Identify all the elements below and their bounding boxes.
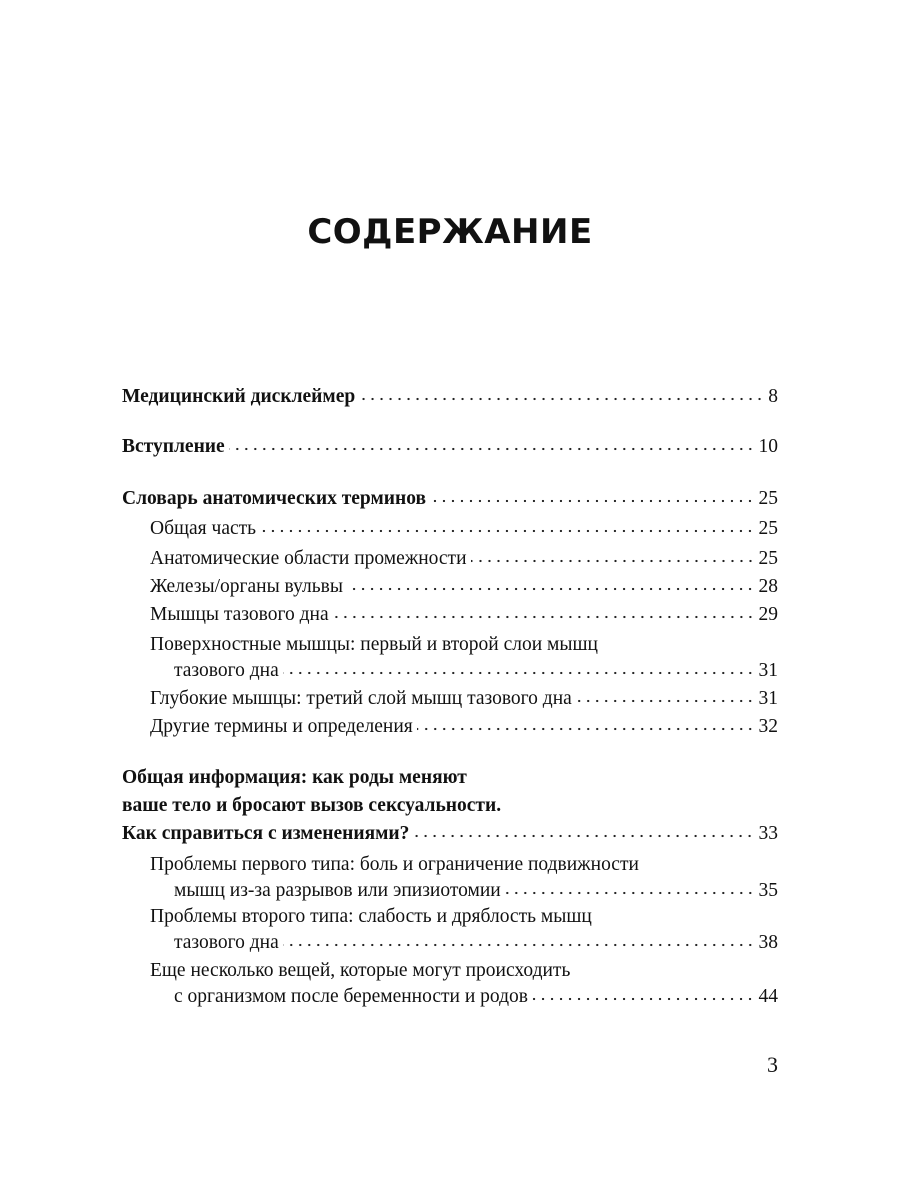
toc-entry-title: Вступление [122,436,225,457]
toc-entry-title: Поверхностные мышцы: первый и второй слои мышц [150,634,598,655]
dot-leader [333,614,755,620]
toc-subentry-superficial-muscles[interactable] [150,632,778,684]
dot-leader [283,942,755,948]
page-title: СОДЕРЖАНИЕ [307,212,593,252]
toc-subentry-first-type-problems[interactable] [150,852,778,904]
toc-entry-title-continued: ваше тело и бросают вызов сексуальности. [122,795,502,816]
dot-leader [417,726,755,732]
toc-subentry-general[interactable] [150,516,778,542]
toc-entry-title-continued: тазового дна [174,932,279,953]
toc-entry-title-continued: мышц из-за разрывов или эпизиотомии [174,880,501,901]
toc-page-number: 25 [758,548,778,569]
dot-leader [347,586,755,592]
toc-entry-title: Мышцы тазового дна [150,604,329,625]
toc-entry-title: Анатомические области промежности [150,548,467,569]
dot-leader [283,670,755,676]
page-number: 3 [767,1052,778,1077]
toc-subentry-pelvic-floor-muscles[interactable] [150,602,778,628]
dot-leader [471,558,755,564]
toc-subentry-other-changes[interactable] [150,958,778,1010]
toc-entry-general-info[interactable] [122,764,778,848]
toc-entry-title: Общая информация: как роды меняют [122,767,467,788]
toc-entry-title-continued: тазового дна [174,660,279,681]
toc-subentry-vulva-glands[interactable] [150,574,778,600]
toc-entry-title: Медицинский дисклеймер [122,386,356,407]
dot-leader [430,498,754,504]
toc-page-number: 31 [758,688,778,709]
toc-entry-title: Проблемы первого типа: боль и ограничение подвижности [150,854,639,875]
toc-entry-glossary[interactable] [122,486,778,512]
dot-leader [413,833,754,839]
dot-leader [229,446,755,452]
toc-page-number: 32 [758,716,778,737]
toc-entry-title: Словарь анатомических терминов [122,488,427,509]
toc-entry-title-continued: с организмом после беременности и родов [174,986,528,1007]
toc-page-number: 25 [758,518,778,539]
toc-entry-title: Общая часть [150,518,257,539]
toc-entry-title: Проблемы второго типа: слабость и дряблость мышц [150,906,592,927]
toc-subentry-second-type-problems[interactable] [150,904,778,956]
toc-page-number: 31 [758,660,778,681]
toc-page-number: 25 [758,488,778,509]
toc-subentry-other-terms[interactable] [150,714,778,740]
toc-subentry-deep-muscles[interactable] [150,686,778,712]
dot-leader [532,996,755,1002]
dot-leader [505,890,755,896]
dot-leader [260,528,754,534]
toc-page-number: 33 [758,823,778,844]
toc-page-number: 44 [758,986,778,1007]
toc-entry-title: Железы/органы вульвы [150,576,343,597]
toc-page-number: 8 [768,386,778,407]
toc-entry-title: Другие термины и определения [150,716,413,737]
toc-entry-medical-disclaimer[interactable] [122,384,778,410]
toc-entry-introduction[interactable] [122,434,778,460]
toc-subentry-perineum-areas[interactable] [150,546,778,572]
dot-leader [359,396,764,402]
toc-page-number: 10 [758,436,778,457]
toc-page-number: 38 [758,932,778,953]
toc-entry-title-continued: Как справиться с изменениями? [122,823,410,844]
dot-leader [576,698,755,704]
toc-page-number: 29 [758,604,778,625]
toc-page-number: 28 [758,576,778,597]
toc-page-number: 35 [758,880,778,901]
toc-entry-title: Глубокие мышцы: третий слой мышц тазового дна [150,688,572,709]
toc-entry-title: Еще несколько вещей, которые могут происходить [150,960,571,981]
